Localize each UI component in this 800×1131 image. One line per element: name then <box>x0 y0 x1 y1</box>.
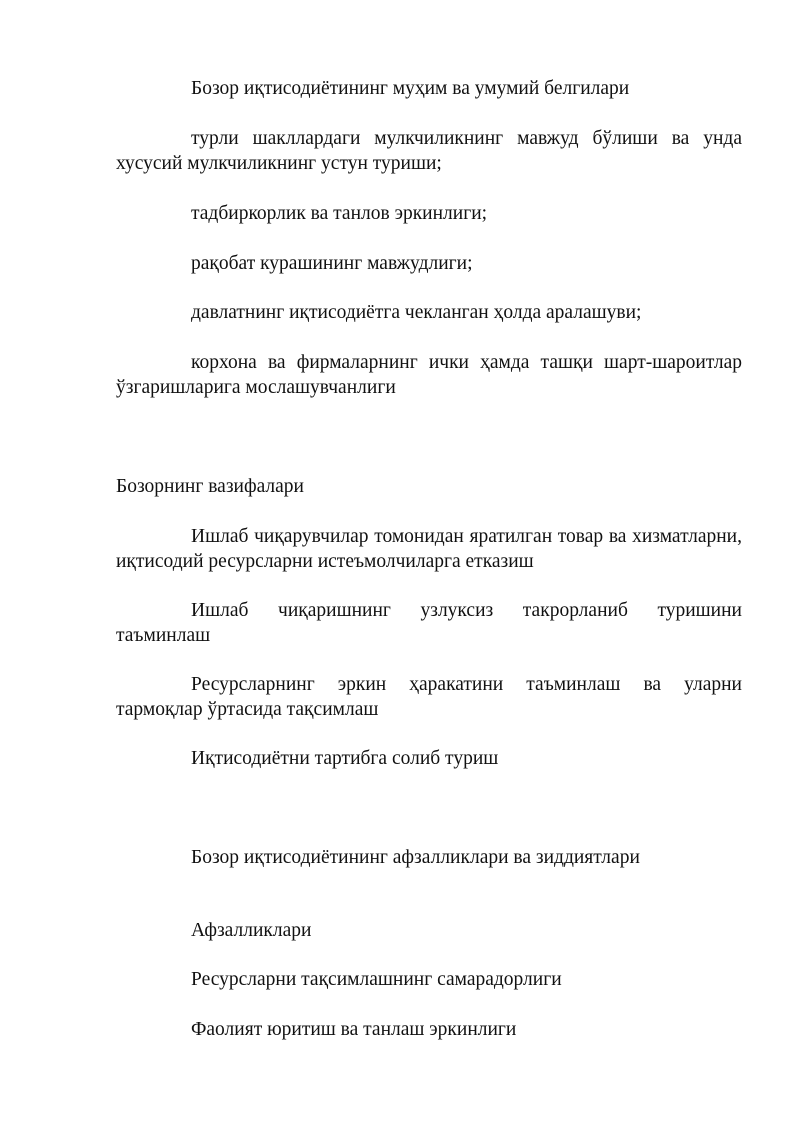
section3-heading: Бозор иқтисодиётининг афзалликлари ва зиддиятлари <box>191 847 640 868</box>
section1-item-1: турли шакллардаги мулкчиликнинг мавжуд бўлиши ва унда хусусий мулкчиликнинг устун туриши; <box>116 128 742 174</box>
section1-item-2: тадбиркорлик ва танлов эркинлиги; <box>191 203 488 224</box>
section2-item-3: Ресурсларнинг эркин ҳаракатини таъминлаш ва уларни тармоқлар ўртасида тақсимлаш <box>116 674 742 720</box>
section1-heading: Бозор иқтисодиётининг муҳим ва умумий белгилари <box>191 78 630 99</box>
section2-item-1: Ишлаб чиқарувчилар томонидан яратилган товар ва хизматларни, иқтисодий ресурсларни истеъмолчиларга етказиш <box>116 526 742 572</box>
section3-item-1: Ресурсларни тақсимлашнинг самарадорлиги <box>191 969 562 990</box>
section3-subheading: Афзалликлари <box>191 920 312 941</box>
section1-item-5: корхона ва фирмаларнинг ички ҳамда ташқи шарт-шароитлар ўзгаришларига мослашувчанлиги <box>116 352 742 398</box>
section2-item-4: Иқтисодиётни тартибга солиб туриш <box>191 748 499 769</box>
section3-item-2: Фаолият юритиш ва танлаш эркинлиги <box>191 1019 517 1040</box>
section1-item-3: рақобат курашининг мавжудлиги; <box>191 253 473 274</box>
section2-item-2: Ишлаб чиқаришнинг узлуксиз такрорланиб туришини таъминлаш <box>116 600 742 646</box>
section2-heading: Бозорнинг вазифалари <box>116 476 304 497</box>
section1-item-4: давлатнинг иқтисодиётга чекланган ҳолда аралашуви; <box>191 302 642 323</box>
